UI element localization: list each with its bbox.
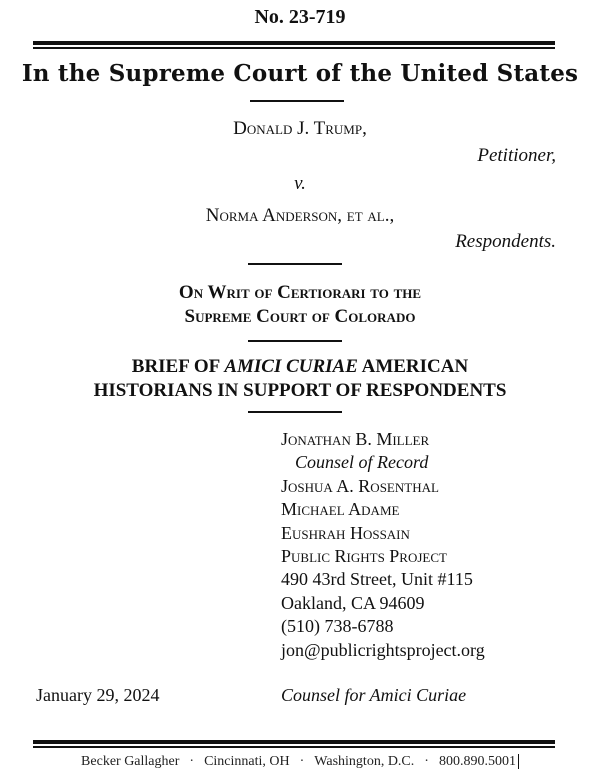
footer-phone: 800.890.5001: [439, 754, 519, 769]
bottom-rule-thin: [33, 746, 555, 748]
footer-sep-1: ·: [189, 754, 195, 769]
footer-sep-2: ·: [299, 754, 305, 769]
respondent-role: Respondents.: [455, 231, 556, 252]
counsel-address-2: Oakland, CA 94609: [281, 592, 425, 613]
brief-post: AMERICAN: [357, 356, 469, 377]
footer-city-2: Washington, D.C.: [314, 754, 415, 769]
writ-line-1: On Writ of Certiorari to the: [178, 282, 422, 303]
brief-title-line-1: [0, 356, 600, 378]
versus: v.: [294, 173, 306, 194]
respondent-name: Norma Anderson, et al.,: [205, 205, 395, 226]
docket-number: No. 23-719: [254, 6, 346, 28]
counsel-block: [281, 428, 485, 662]
petitioner-role: Petitioner,: [477, 145, 556, 166]
bottom-rule-thick: [33, 740, 555, 744]
brief-amici: AMICI CURIAE: [224, 356, 358, 377]
footer-printer: Becker Gallagher: [81, 754, 180, 769]
printer-footer: [0, 752, 600, 770]
counsel-for: Counsel for Amici Curiae: [281, 685, 467, 705]
top-rule-thin: [33, 47, 555, 49]
court-title: In the Supreme Court of the United States: [21, 60, 579, 87]
counsel-address-1: 490 43rd Street, Unit #115: [281, 569, 473, 590]
counsel-other-1: Joshua A. Rosenthal: [281, 475, 439, 496]
divider-2: [248, 263, 342, 265]
counsel-org: Public Rights Project: [281, 546, 447, 567]
footer-sep-3: ·: [424, 754, 429, 769]
petitioner-name: Donald J. Trump,: [233, 118, 367, 139]
top-rule-thick: [33, 41, 555, 45]
counsel-phone: (510) 738-6788: [281, 616, 394, 637]
writ-line-2: Supreme Court of Colorado: [184, 306, 416, 327]
footer-city-1: Cincinnati, OH: [204, 754, 290, 769]
brief-title-line-2: HISTORIANS IN SUPPORT OF RESPONDENTS: [93, 380, 507, 401]
divider-4: [248, 411, 342, 413]
counsel-other-3: Eushrah Hossain: [281, 522, 410, 543]
counsel-email: jon@publicrightsproject.org: [281, 639, 485, 660]
brief-pre: BRIEF OF: [131, 356, 225, 377]
filing-date: January 29, 2024: [36, 685, 160, 705]
counsel-other-2: Michael Adame: [281, 499, 400, 520]
counsel-lead-role: Counsel of Record: [295, 452, 429, 473]
divider-3: [248, 340, 342, 342]
divider-1: [250, 100, 344, 102]
counsel-lead: Jonathan B. Miller: [281, 429, 430, 449]
